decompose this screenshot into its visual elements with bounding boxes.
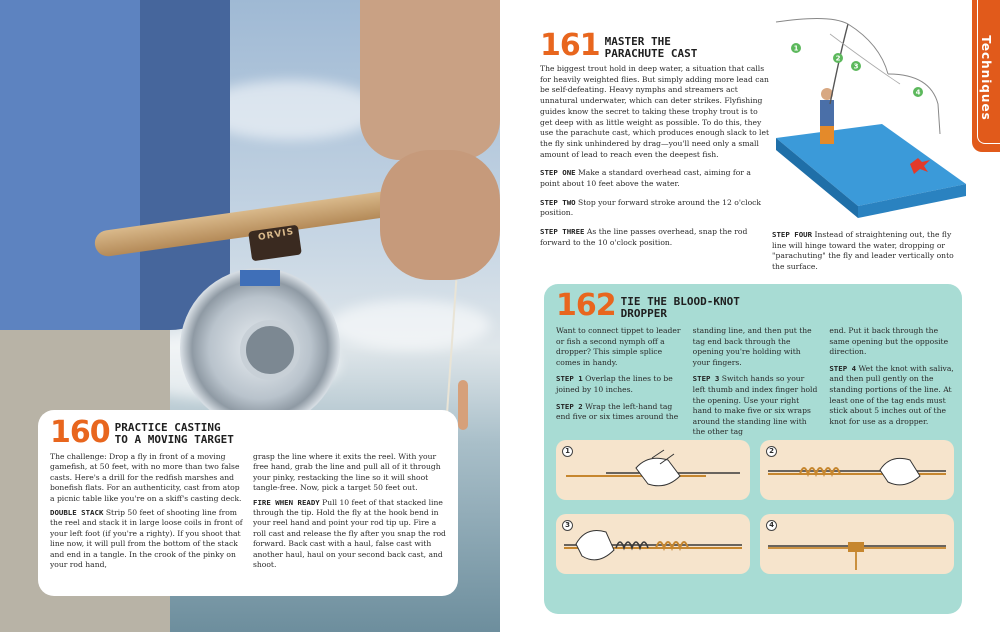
hand-icon bbox=[576, 531, 614, 560]
hand-icon bbox=[880, 458, 920, 485]
step-paragraph: DOUBLE STACK Strip 50 feet of shooting line from the reel and stack it in large loose coils in front of your left foot (if you're a righty). If you shoot that line now, it will pull from the bottom of the stack and end in a tangle. In the crook of the pinky on your rod hand, bbox=[50, 508, 243, 570]
svg-text:4: 4 bbox=[915, 88, 921, 97]
step-paragraph: STEP FOUR Instead of straightening out, the fly line will hinge toward the water, dropping or "parachuting" the fly and leader vertically onto the surface. bbox=[772, 230, 954, 272]
reel-hub bbox=[240, 320, 300, 380]
tip-title: TIE THE BLOOD-KNOT DROPPER bbox=[620, 295, 740, 320]
tip-160-header bbox=[50, 416, 446, 450]
angler-waders bbox=[820, 124, 834, 144]
tip-number: 160 bbox=[50, 415, 110, 450]
tip-160-col-1 bbox=[50, 452, 243, 574]
step-number-badge: 3 bbox=[562, 520, 573, 531]
tip-162-col-2 bbox=[693, 326, 818, 444]
svg-text:2: 2 bbox=[835, 54, 841, 63]
hand bbox=[380, 150, 500, 280]
step-paragraph: STEP 2 Wrap the left-hand tag end five or six times around the bbox=[556, 401, 679, 422]
step-paragraph: STEP THREE As the line passes overhead, snap the rod forward to the 10 o'clock position. bbox=[540, 227, 748, 247]
tip-title: MASTER THE PARACHUTE CAST bbox=[604, 35, 698, 60]
tip-intro: The biggest trout hold in deep water, a situation that calls for heavily weighted flies. But simply adding more lead can be self-defeating. Heavy nymphs and streamers act unnatural underwater, which can deter strikes. Flyfishing guides know the secret to taking these trophy trout is to get deep with as little weight as possible. To do this, they use the parachute cast, which produces enough slack to let the fly sink unhindered by drag—you'll need only a small amount of lead to reach even the deepest fish. bbox=[540, 64, 770, 159]
reel-accent bbox=[240, 270, 280, 286]
step-number-badge: 4 bbox=[766, 520, 777, 531]
step-paragraph: STEP TWO Stop your forward stroke around the 12 o'clock position. bbox=[540, 197, 762, 218]
step-number-badge: 1 bbox=[562, 446, 573, 457]
tip-162-col-1 bbox=[556, 326, 681, 444]
knot-step-2-panel bbox=[760, 440, 954, 500]
tip-161-header bbox=[540, 30, 770, 62]
step-number-badge: 2 bbox=[766, 446, 777, 457]
step-paragraph: STEP 4 Wet the knot with saliva, and then pull gently on the standing portions of the line. At least one of the tag ends must stick about 5 inches out of the knot for use as a dropper. bbox=[829, 363, 954, 426]
paragraph: grasp the line where it exits the reel. With your free hand, grab the line and pull all of it through your pinky, restacking the line so it will shoot tangle-free. Now, pick a target 50 feet out. bbox=[253, 452, 441, 493]
tip-162-col-3 bbox=[829, 326, 954, 444]
hand-icon bbox=[636, 458, 680, 486]
tip-162-header bbox=[556, 290, 740, 322]
forearm bbox=[360, 0, 500, 160]
tip-intro: The challenge: Drop a fly in front of a moving gamefish, at 50 feet, with no more than two false casts. Here's a drill for the redfish marshes and bonefish flats. For an authenticity, cast from atop a picnic table like you're on a skiff's casting deck. bbox=[50, 452, 242, 503]
tip-160-col-2 bbox=[253, 452, 446, 574]
step-paragraph: STEP ONE Make a standard overhead cast, aiming for a point about 10 feet above the water. bbox=[540, 168, 751, 189]
tip-title: PRACTICE CASTING TO A MOVING TARGET bbox=[114, 421, 234, 446]
parachute-cast-illustration bbox=[770, 14, 970, 228]
knot-step-1-panel bbox=[556, 440, 750, 500]
tip-number: 162 bbox=[556, 288, 616, 323]
paragraph: standing line, and then put the tag end back through the opening you're holding with your fingers. bbox=[692, 326, 812, 367]
svg-text:1: 1 bbox=[793, 44, 799, 53]
svg-text:3: 3 bbox=[853, 62, 859, 71]
tip-160-box bbox=[38, 410, 458, 596]
angler-body bbox=[820, 100, 834, 126]
fly-lure bbox=[458, 380, 468, 430]
knot-step-4-panel bbox=[760, 514, 954, 574]
paragraph: end. Put it back through the same opening but the opposite direction. bbox=[829, 326, 949, 357]
knot-step-3-panel bbox=[556, 514, 750, 574]
tip-162-text bbox=[556, 326, 954, 444]
tip-intro: Want to connect tippet to leader or fish a second nymph off a dropper? This simple splice comes in handy. bbox=[556, 326, 681, 367]
section-tab-label: Techniques bbox=[979, 35, 993, 121]
tip-161 bbox=[540, 30, 770, 257]
blood-knot bbox=[848, 542, 864, 552]
step-paragraph: STEP 1 Overlap the lines to be joined by 10 inches. bbox=[556, 374, 673, 394]
step-paragraph: STEP 3 Switch hands so your left thumb and index finger hold the opening. Use your right hand to make five or six wraps around the standing line with the other tag bbox=[692, 374, 818, 437]
rod-brand-label: ORVIS bbox=[257, 226, 295, 244]
step-paragraph: FIRE WHEN READY Pull 10 feet of that stacked line through the tip. Hold the fly at the hook bend in your reel hand and point your rod tip up. Fire a roll cast and release the fly after you snap the rod forward. Back cast with a haul, false cast with another haul, haul on your second back cast, and shoot. bbox=[253, 497, 446, 570]
tip-number: 161 bbox=[540, 28, 600, 63]
